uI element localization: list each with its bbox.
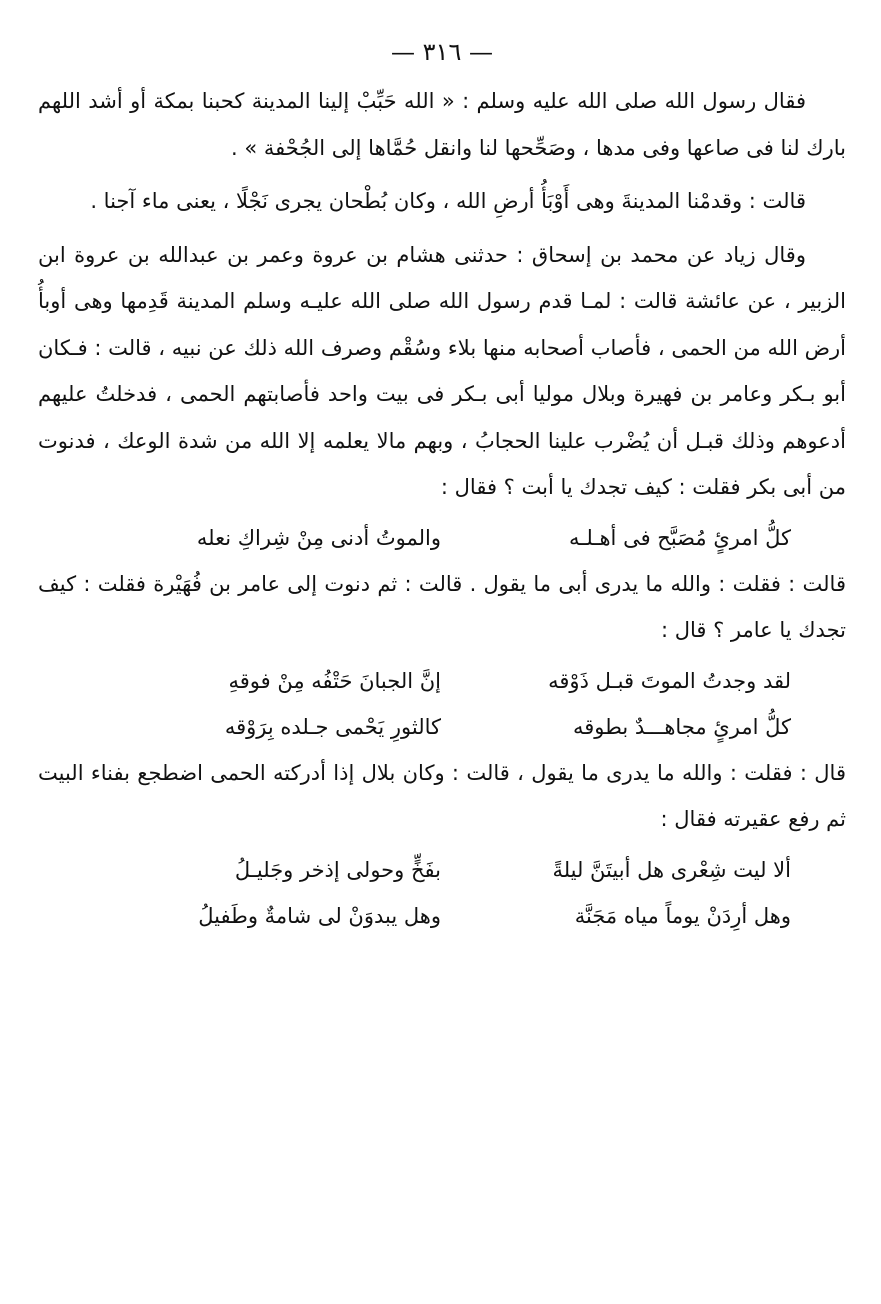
verse-first-hemistich: كلُّ امرئٍ مجاهـــدٌ بطوقه bbox=[572, 714, 791, 739]
verse-block-bilal bbox=[38, 847, 846, 939]
verse-first-hemistich: كلُّ امرئٍ مُصَبَّح فى أهـلـه bbox=[568, 525, 791, 550]
paragraph-prophet-prayer: فقال رسول الله صلى الله عليه وسلم : « الله حَبِّبْ إلينا المدينة كحبنا بمكة أو أشد اللهم بارك لنا فى صاعها وفى مدها ، وصَحِّحها لنا وانقل حُمَّاها إلى الجُحْفة » . bbox=[38, 89, 846, 160]
verse-line bbox=[38, 893, 791, 939]
verse-block-amir bbox=[38, 658, 846, 750]
verse-line bbox=[38, 515, 791, 561]
paragraph-amir-question: قالت : فقلت : والله ما يدرى أبى ما يقول . قالت : ثم دنوت إلى عامر بن فُهَيْرة فقلت : كيف تجدك يا عامر ؟ قال : bbox=[38, 571, 846, 642]
paragraph-bilal-narration: قال : فقلت : والله ما يدرى ما يقول ، قالت : وكان بلال إذا أدركته الحمى اضطجع بفناء البيت ثم رفع عقيرته فقال : bbox=[38, 760, 846, 831]
paragraph-aisha-narration: وقال زياد عن محمد بن إسحاق : حدثنى هشام بن عروة وعمر بن عبدالله بن عروة ابن الزبير ، عن عائشة قالت : لمـا قدم رسول الله صلى الله عليـه وسلم المدينة قَدِمها وهى أوبأُ أرض الله من الحمى ، فأصاب أصحابه منها بلاء وسُقْم وصرف الله ذلك عن نبيه ، قالت : فـكان أبو بـكر وعامر بن فهيرة وبلال موليا أبى بـكر فى بيت واحد فأصابتهم الحمى ، فدخلتُ عليهم أدعوهم وذلك قبـل أن يُضْرب علينا الحجابُ ، وبهم مالا يعلمه إلا الله من شدة الوعك ، فدنوت من أبى بكر فقلت : كيف تجدك يا أبت ؟ فقال : bbox=[38, 242, 846, 499]
verse-second-hemistich: إنَّ الجبانَ حَتْفُه مِنْ فوقهِ bbox=[228, 668, 441, 693]
paragraph-madina-description: قالت : وقدمْنا المدينةَ وهى أَوْبَأُ أرضِ الله ، وكان بُطْحان يجرى نَجْلًا ، يعنى ماء آجنا . bbox=[90, 189, 806, 213]
page-body bbox=[38, 78, 846, 939]
verse-first-hemistich: وهل أرِدَنْ يوماً مياه مَجَنَّة bbox=[574, 903, 791, 928]
page-number: — ٣١٦ — bbox=[391, 38, 493, 66]
verse-first-hemistich: لقد وجدتُ الموتَ قبـل ذَوْقه bbox=[548, 668, 791, 693]
verse-line bbox=[38, 847, 791, 893]
verse-block-abu-bakr bbox=[38, 515, 846, 561]
verse-second-hemistich: كالثورِ يَحْمى جـلده بِرَوْقه bbox=[224, 714, 441, 739]
verse-line bbox=[38, 704, 791, 750]
book-page bbox=[38, 32, 846, 1272]
verse-first-hemistich: ألا ليت شِعْرى هل أبيتَنَّ ليلةً bbox=[552, 857, 791, 882]
verse-second-hemistich: وهل يبدوَنْ لى شامةٌ وطَفيلُ bbox=[198, 903, 441, 928]
verse-line bbox=[38, 658, 791, 704]
verse-second-hemistich: والموتُ أدنى مِنْ شِراكِ نعله bbox=[196, 525, 441, 550]
verse-second-hemistich: بفَخٍّ وحولى إذخر وجَليـلُ bbox=[234, 857, 441, 882]
